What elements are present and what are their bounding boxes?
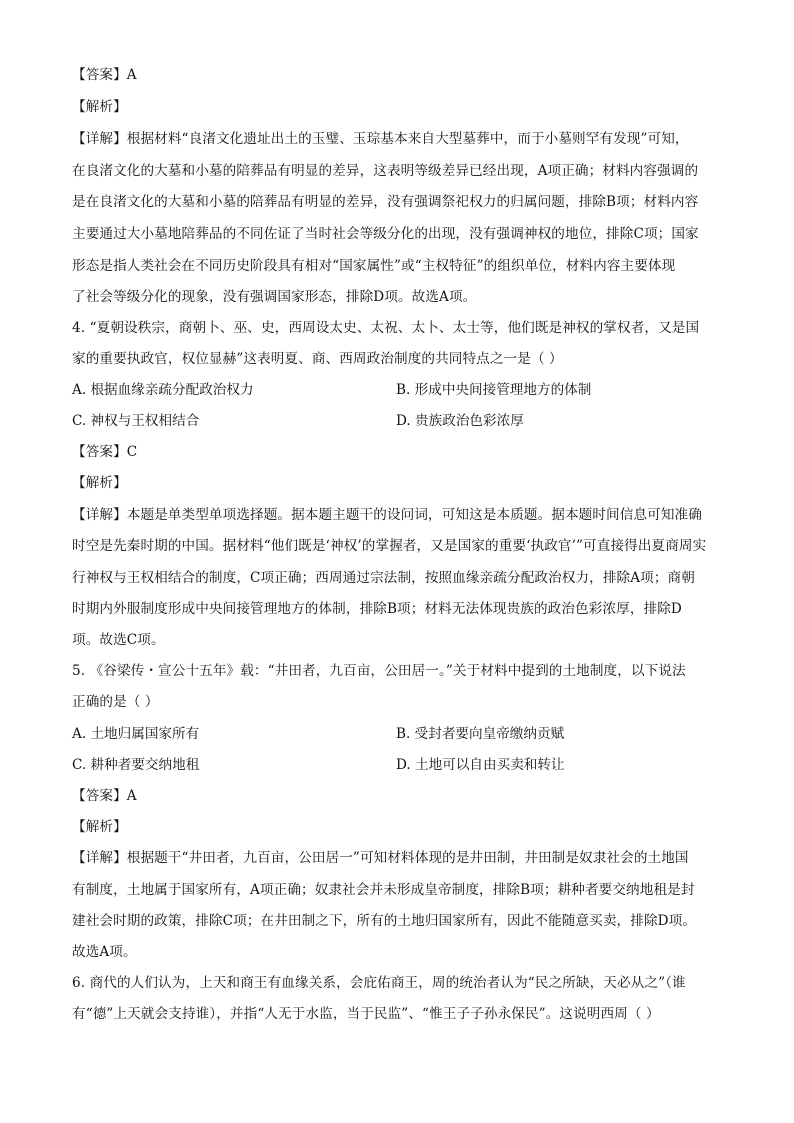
option-d: D. 贵族政治色彩浓厚 <box>396 413 524 429</box>
detail-line: 行神权与王权相结合的制度，C项正确；西周通过宗法制，按照血缘亲疏分配政治权力，排除A项；商朝 <box>72 570 695 586</box>
detail-line: 形态是指人类社会在不同历史阶段具有相对“国家属性”或“主权特征”的组织单位，材料内容主要体现 <box>72 258 676 274</box>
detail-line: 时期内外服制度形成中央间接管理地方的体制，排除B项；材料无法体现贵族的政治色彩浓厚，排除D <box>72 601 682 617</box>
question-stem: 4. “夏朝设秩宗，商朝卜、巫、史，西周设太史、太祝、太卜、太士等，他们既是神权的掌权者，又是国 <box>72 320 700 336</box>
question-stem: 5. 《谷梁传・宣公十五年》载：“井田者，九百亩，公田居一。”关于材料中提到的土地制度，以下说法 <box>72 663 686 679</box>
detail-line: 建社会时期的政策，排除C项；在井田制之下，所有的土地归国家所有，因此不能随意买卖，排除D项。 <box>72 913 697 929</box>
analysis-label: 【解析】 <box>72 475 127 491</box>
detail-line: 在良渚文化的大墓和小墓的陪葬品有明显的差异，这表明等级差异已经出现，A项正确；材料内容强调的 <box>72 163 699 179</box>
detail-line: 【详解】根据题干“井田者，九百亩，公田居一”可知材料体现的是井田制，井田制是奴隶社会的土地国 <box>72 850 689 866</box>
detail-line: 是在良渚文化的大墓和小墓的陪葬品有明显的差异，没有强调祭祀权力的归属问题，排除B项；材料内容 <box>72 194 699 210</box>
detail-line: 项。故选C项。 <box>72 632 165 648</box>
question-stem: 正确的是（ ） <box>72 694 159 710</box>
option-d: D. 土地可以自由买卖和转让 <box>396 757 565 773</box>
question-stem: 有“德”上天就会支持谁），并指“人无于水监，当于民监”、“惟王子子孙永保民”。这说明西周（ ） <box>72 1006 660 1022</box>
option-b: B. 形成中央间接管理地方的体制 <box>396 382 592 398</box>
option-a: A. 根据血缘亲疏分配政治权力 <box>72 382 254 398</box>
analysis-label: 【解析】 <box>72 819 127 835</box>
detail-line: 【详解】根据材料“良渚文化遗址出土的玉璧、玉琮基本来自大型墓葬中，而于小墓则罕有发现”可知， <box>72 131 689 147</box>
detail-line: 故选A项。 <box>72 944 137 960</box>
detail-line: 有制度，土地属于国家所有，A项正确；奴隶社会并未形成皇帝制度，排除B项；耕种者要交纳地租是封 <box>72 882 695 898</box>
detail-line: 主要通过大小墓地陪葬品的不同佐证了当时社会等级分化的出现，没有强调神权的地位，排除C项；国家 <box>72 226 699 242</box>
detail-line: 时空是先秦时期的中国。据材料“他们既是‘神权’的掌握者，又是国家的重要‘执政官’”可直接得出夏商周实 <box>72 538 707 554</box>
analysis-label: 【解析】 <box>72 99 127 115</box>
answer-label: 【答案】C <box>72 444 138 460</box>
answer-label: 【答案】A <box>72 67 137 83</box>
detail-line: 了社会等级分化的现象，没有强调国家形态，排除D项。故选A项。 <box>72 289 477 305</box>
detail-line: 【详解】本题是单类型单项选择题。据本题主题干的设问词，可知这是本质题。据本题时间信息可知准确 <box>72 507 702 523</box>
option-b: B. 受封者要向皇帝缴纳贡赋 <box>396 726 565 742</box>
answer-label: 【答案】A <box>72 788 137 804</box>
question-stem: 6. 商代的人们认为，上天和商王有血缘关系，会庇佑商王，周的统治者认为“民之所缺，天必从之”（谁 <box>72 975 686 991</box>
option-a: A. 土地归属国家所有 <box>72 726 200 742</box>
option-c: C. 耕种者要交纳地租 <box>72 757 200 773</box>
option-c: C. 神权与王权相结合 <box>72 413 200 429</box>
question-stem: 家的重要执政官，权位显赫”这表明夏、商、西周政治制度的共同特点之一是（ ） <box>72 351 563 367</box>
